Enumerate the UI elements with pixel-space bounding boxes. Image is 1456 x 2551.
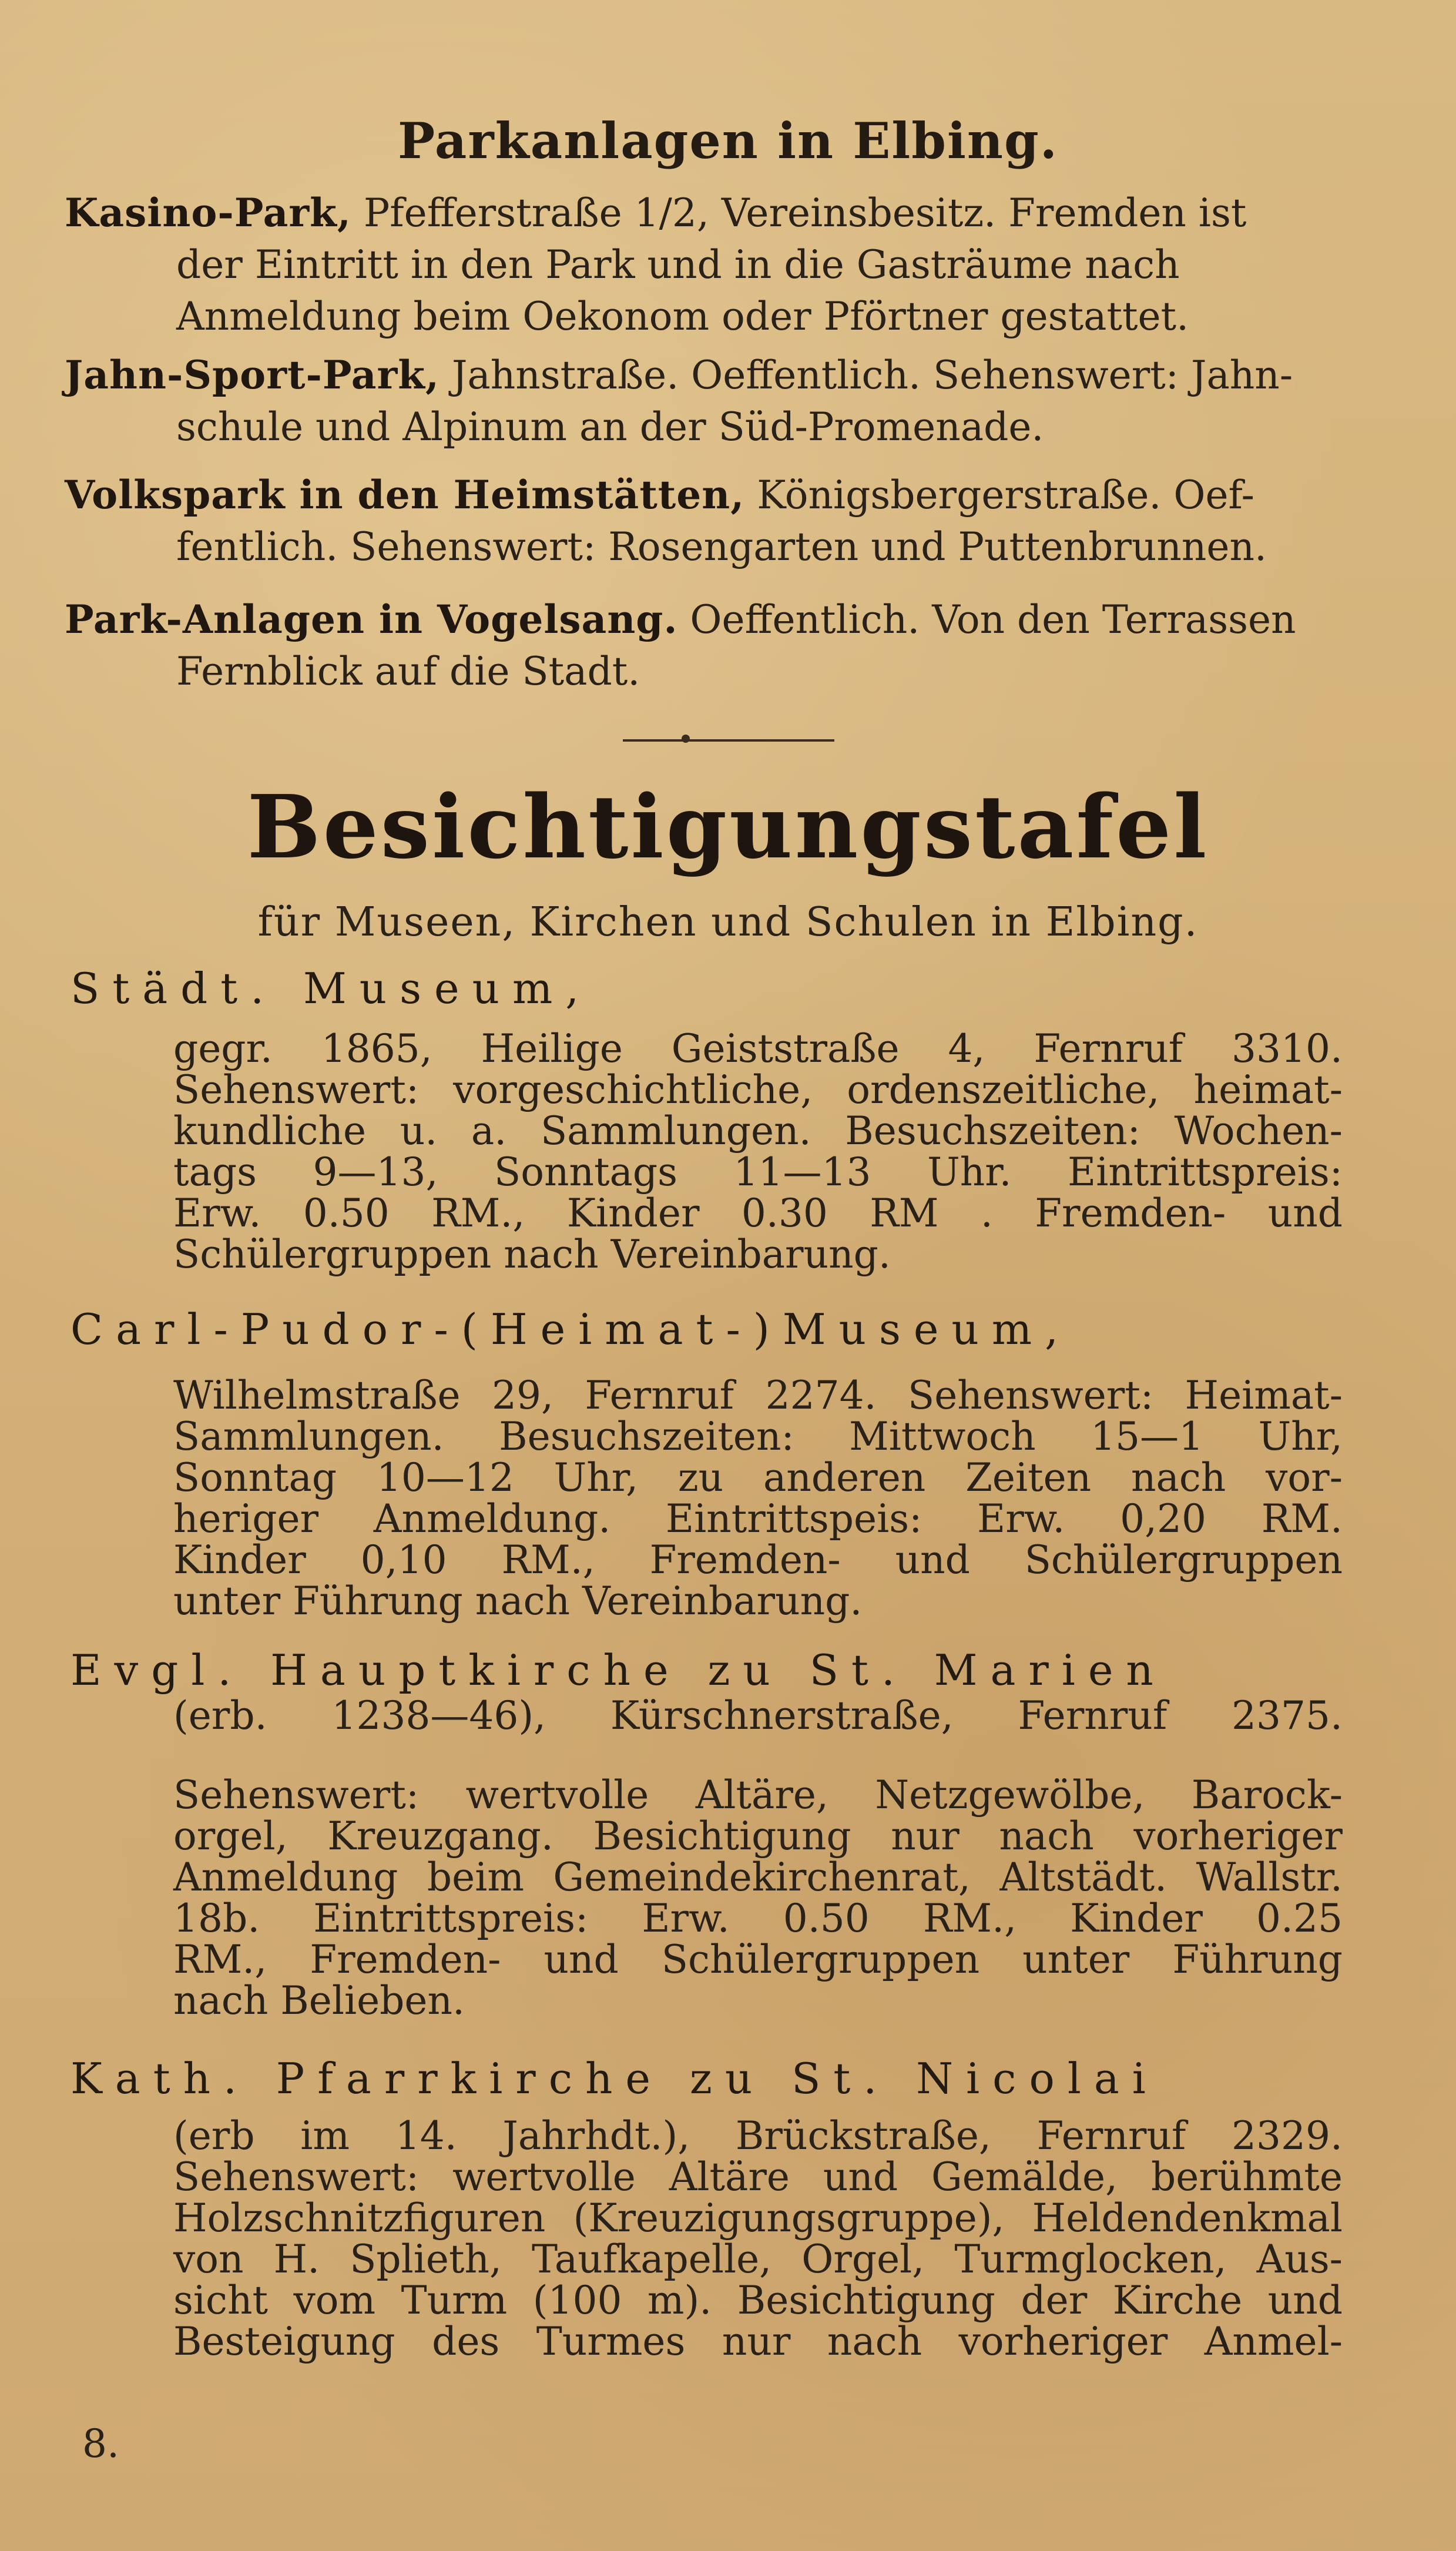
institution-heading: Evgl. Hauptkirche zu St. Marien (71, 1645, 1166, 1695)
description-line: Sehenswert: wertvolle Altäre, Netzgewölbe, Barock- (173, 1772, 1343, 1818)
description-line: (erb im 14. Jahrhdt.), Brückstraße, Fernruf 2329. (173, 2113, 1343, 2158)
park-name: Jahn-Sport-Park, (65, 352, 440, 398)
institution-description (173, 1375, 1343, 1622)
description-line: Sehenswert: vorgeschichtliche, ordenszeitliche, heimat- (173, 1067, 1343, 1112)
park-text: Jahnstraße. Oeffentlich. Sehenswert: Jahn- (451, 353, 1293, 398)
description-line: orgel, Kreuzgang. Besichtigung nur nach vorheriger (173, 1813, 1343, 1859)
institution-description (173, 2113, 1343, 2364)
description-line: Sehenswert: wertvolle Altäre und Gemälde, berühmte (173, 2154, 1343, 2200)
description-line: Anmeldung beim Gemeindekirchenrat, Altstädt. Wallstr. (173, 1855, 1343, 1900)
description-line: (erb. 1238—46), Kürschnerstraße, Fernruf 2375. (173, 1693, 1343, 1738)
park-entry-kasino (65, 187, 1334, 343)
park-text: der Eintritt in den Park und in die Gasträume nach (176, 242, 1180, 287)
description-line: kundliche u. a. Sammlungen. Besuchszeiten: Wochen- (173, 1108, 1343, 1154)
description-line: Holzschnitzfiguren (Kreuzigungsgruppe), Heldendenkmal (173, 2195, 1343, 2241)
park-text: fentlich. Sehenswert: Rosengarten und Puttenbrunnen. (176, 524, 1267, 569)
description-line: Erw. 0.50 RM., Kinder 0.30 RM . Fremden- und (173, 1191, 1343, 1236)
page-subtitle: für Museen, Kirchen und Schulen in Elbing. (257, 899, 1199, 946)
page-title: Besichtigungstafel (247, 776, 1209, 878)
description-line: sicht vom Turm (100 m). Besichtigung der Kirche und (173, 2278, 1343, 2323)
description-line: Kinder 0,10 RM., Fremden- und Schülergruppen (173, 1537, 1343, 1583)
description-line: Sonntag 10—12 Uhr, zu anderen Zeiten nach vor- (173, 1455, 1343, 1500)
description-line: gegr. 1865, Heilige Geiststraße 4, Fernruf 3310. (173, 1026, 1343, 1071)
description-line: heriger Anmeldung. Eintrittspeis: Erw. 0,20 RM. (173, 1496, 1343, 1541)
institution-description (173, 1695, 1343, 1737)
institution-heading: Kath. Pfarrkirche zu St. Nicolai (71, 2054, 1159, 2103)
description-line: von H. Splieth, Taufkapelle, Orgel, Turmglocken, Aus- (173, 2237, 1343, 2282)
description-line: tags 9—13, Sonntags 11—13 Uhr. Eintrittspreis: (173, 1149, 1343, 1195)
park-name: Kasino-Park, (65, 190, 351, 236)
park-text: schule und Alpinum an der Süd-Promenade. (176, 404, 1044, 450)
description-line: RM., Fremden- und Schülergruppen unter Führung (173, 1937, 1343, 1982)
park-name: Park-Anlagen in Vogelsang. (65, 596, 678, 642)
park-text: Königsbergerstraße. Oef- (757, 472, 1254, 518)
park-entry-volkspark (65, 469, 1334, 573)
park-name: Volkspark in den Heimstätten, (65, 472, 745, 518)
description-line: Schülergruppen nach Vereinbarung. (173, 1232, 891, 1277)
description-line: Sammlungen. Besuchszeiten: Mittwoch 15—1 Uhr, (173, 1414, 1343, 1459)
institution-description (173, 1772, 1343, 2023)
description-line: nach Belieben. (173, 1978, 465, 2023)
institution-heading: Städt. Museum, (71, 964, 592, 1013)
institution-heading: Carl-Pudor-(Heimat-)Museum, (71, 1305, 1072, 1354)
page-number: 8. (82, 2421, 119, 2466)
description-line: 18b. Eintrittspreis: Erw. 0.50 RM., Kinder 0.25 (173, 1896, 1343, 1941)
park-entry-jahn (65, 349, 1334, 453)
description-line: Wilhelmstraße 29, Fernruf 2274. Sehenswert: Heimat- (173, 1373, 1343, 1418)
park-entry-vogelsang (65, 594, 1334, 698)
divider-ornament (682, 735, 690, 743)
section-heading-parks: Parkanlagen in Elbing. (398, 112, 1058, 170)
description-line: unter Führung nach Vereinbarung. (173, 1578, 863, 1624)
description-line: Besteigung des Turmes nur nach vorheriger Anmel- (173, 2319, 1343, 2364)
institution-description (173, 1028, 1343, 1275)
park-text: Pfefferstraße 1/2, Vereinsbesitz. Fremden ist (363, 190, 1247, 236)
section-divider (623, 739, 834, 742)
park-text: Oeffentlich. Von den Terrassen (690, 597, 1296, 642)
park-text: Anmeldung beim Oekonom oder Pförtner gestattet. (176, 294, 1189, 339)
park-text: Fernblick auf die Stadt. (176, 649, 640, 694)
